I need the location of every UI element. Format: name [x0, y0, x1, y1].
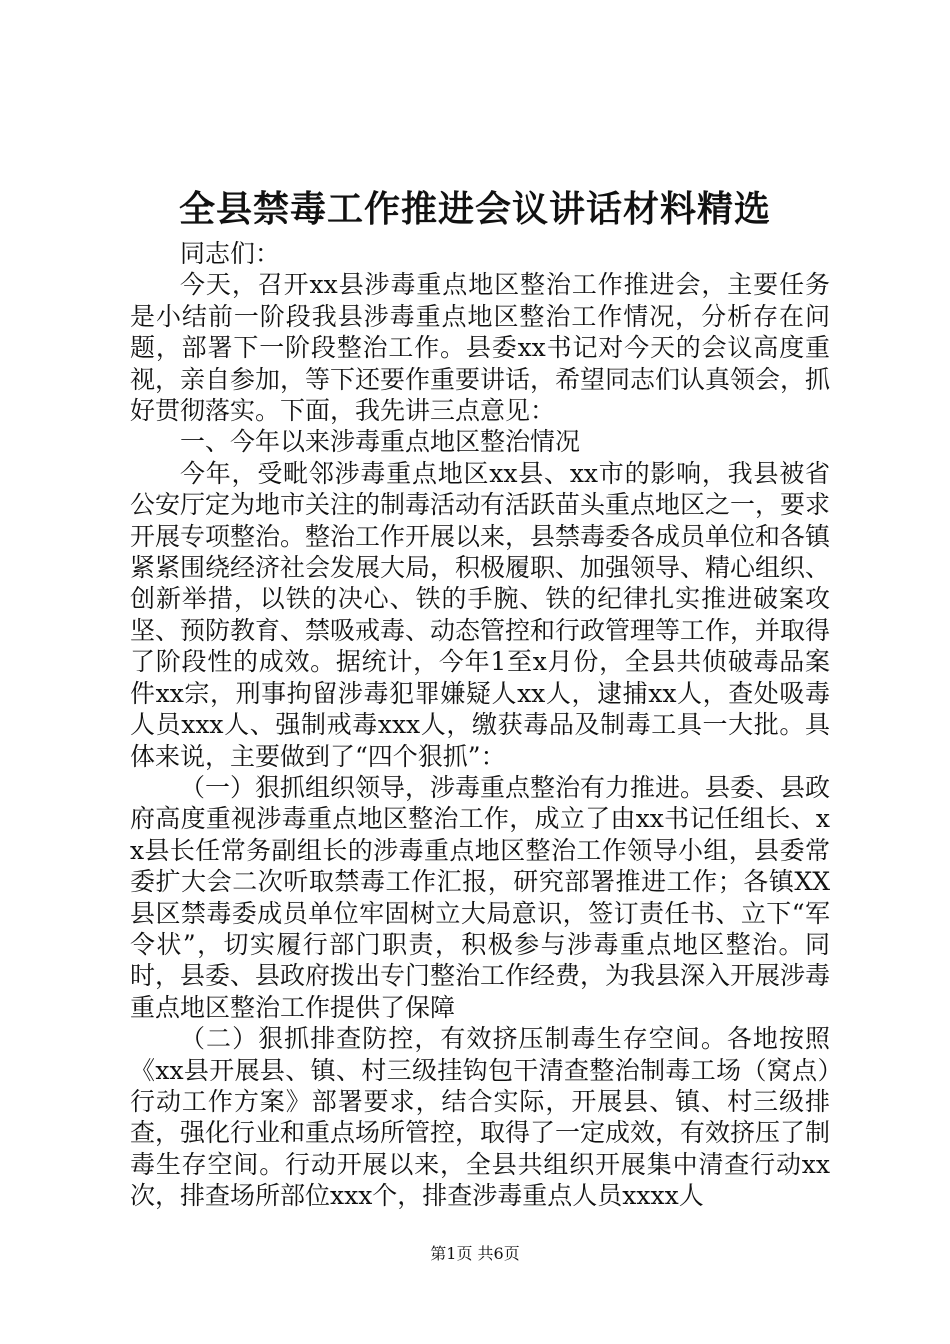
point-one-paragraph: （一）狠抓组织领导，涉毒重点整治有力推进。县委、县政府高度重视涉毒重点地区整治工作，成立了由xx书记任组长、xx县长任常务副组长的涉毒重点地区整治工作领导小组，县委常委扩大会二次听取禁毒工作汇报，研究部署推进工作；各镇XX县区禁毒委成员单位牢固树立大局意识，签订责任书、立下“军令状”，切实履行部门职责，积极参与涉毒重点地区整治。同时，县委、县政府拨出专门整治工作经费，为我县深入开展涉毒重点地区整治工作提供了保障 — [130, 772, 831, 1022]
point-two-paragraph: （二）狠抓排查防控，有效挤压制毒生存空间。各地按照《xx县开展县、镇、村三级挂钩包干清查整治制毒工场（窝点）行动工作方案》部署要求，结合实际，开展县、镇、村三级排查，强化行业和重点场所管控，取得了一定成效，有效挤压了制毒生存空间。行动开展以来，全县共组织开展集中清查行动xx次，排查场所部位xxx个，排查涉毒重点人员xxxx人 — [130, 1024, 831, 1211]
document-body — [130, 238, 830, 1212]
document-title: 全县禁毒工作推进会议讲话材料精选 — [178, 188, 771, 230]
page-number-footer: 第1页 共6页 — [430, 1244, 520, 1263]
section-heading: 一、今年以来涉毒重点地区整治情况 — [180, 427, 581, 457]
intro-paragraph: 今天，召开xx县涉毒重点地区整治工作推进会，主要任务是小结前一阶段我县涉毒重点地区整治工作情况，分析存在问题，部署下一阶段整治工作。县委xx书记对今天的会议高度重视，亲自参加，等下还要作重要讲话，希望同志们认真领会，抓好贯彻落实。下面，我先讲三点意见： — [130, 270, 831, 426]
overview-paragraph: 今年，受毗邻涉毒重点地区xx县、xx市的影响，我县被省公安厅定为地市关注的制毒活动有活跃苗头重点地区之一，要求开展专项整治。整治工作开展以来，县禁毒委各成员单位和各镇紧紧围绕经济社会发展大局，积极履职、加强领导、精心组织、创新举措，以铁的决心、铁的手腕、铁的纪律扎实推进破案攻坚、预防教育、禁吸戒毒、动态管控和行政管理等工作，并取得了阶段性的成效。据统计，今年1至x月份，全县共侦破毒品案件xx宗，刑事拘留涉毒犯罪嫌疑人xx人，逮捕xx人，查处吸毒人员xxx人、强制戒毒xxx人，缴获毒品及制毒工具一大批。具体来说，主要做到了“四个狠抓”： — [130, 458, 831, 771]
salutation-paragraph: 同志们： — [180, 239, 281, 268]
